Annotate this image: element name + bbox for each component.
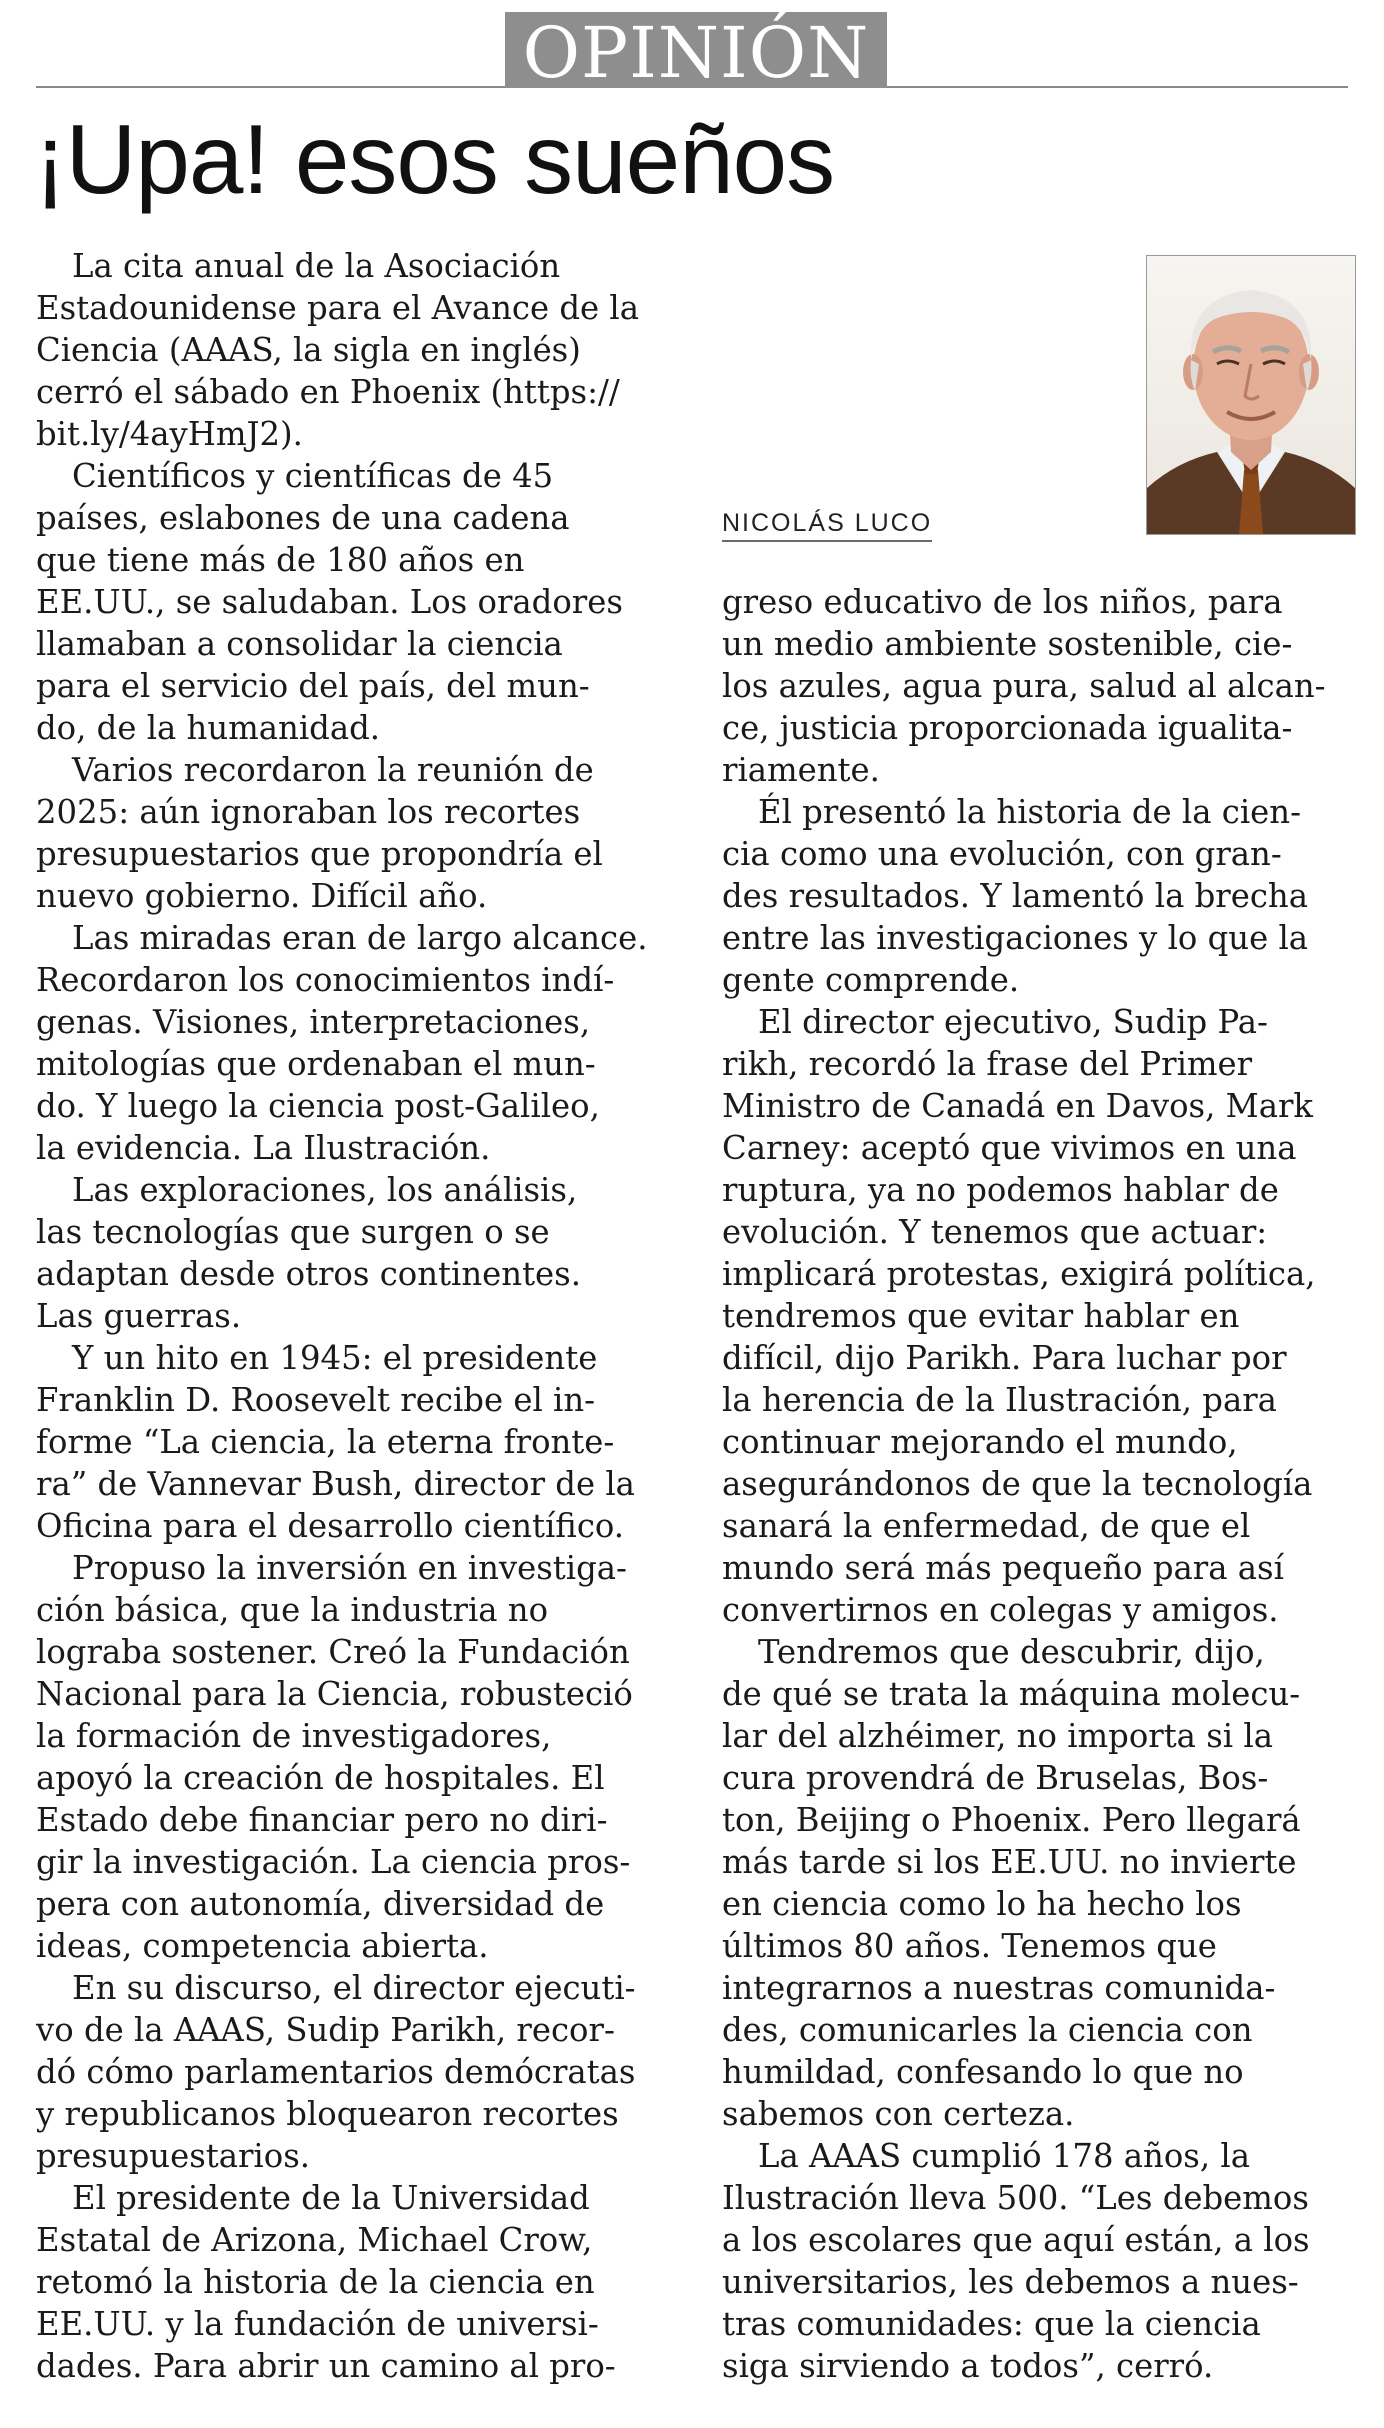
paragraph: La AAAS cumplió 178 años, la Ilustración lleva 500. “Les debemos a los escolares que aquí están, a los universitarios, les debemos a nues- tras comunidades: que la ciencia siga sirviendo a todos”, cerró.	[722, 2137, 1310, 2385]
section-label: OPINIÓN	[522, 12, 870, 88]
paragraph: El presidente de la Universidad Estatal de Arizona, Michael Crow, retomó la historia de la ciencia en EE.UU. y la fundación de universi- dades. Para abrir un camino al pro-	[36, 2179, 616, 2385]
paragraph: Científicos y científicas de 45 países, eslabones de una cadena que tiene más de 180 años en EE.UU., se saludaban. Los oradores llamaban a consolidar la ciencia para el servicio del país, del mun- do, de la humanidad.	[36, 457, 623, 747]
paragraph: Tendremos que descubrir, dijo, de qué se trata la máquina molecu- lar del alzhéimer, no importa si la cura provendrá de Bruselas, Bos- ton, Beijing o Phoenix. Pero llegará más tarde si los EE.UU. no invierte en ciencia como lo ha hecho los últimos 80 años. Tenemos que integrarnos a nuestras comunida- des, comunicarles la ciencia con humildad, confesando lo que no sabemos con certeza.	[722, 1633, 1301, 2133]
section-header	[505, 12, 887, 88]
paragraph: El director ejecutivo, Sudip Pa- rikh, recordó la frase del Primer Ministro de Canadá en Davos, Mark Carney: aceptó que vivimos en una ruptura, ya no podemos hablar de evolución. Y tenemos que actuar: implicará protestas, exigirá política, tendremos que evitar hablar en difícil, dijo Parikh. Para luchar por la herencia de la Ilustración, para continuar mejorando el mundo, asegurándonos de que la tecnología sanará la enfermedad, de que el mundo será más pequeño para así convertirnos en colegas y amigos.	[722, 1003, 1316, 1629]
paragraph: La cita anual de la Asociación Estadounidense para el Avance de la Ciencia (AAAS, la sigla en inglés) cerró el sábado en Phoenix (https:// bit.ly/4ayHmJ2).	[36, 247, 639, 453]
article-column-right	[722, 581, 1358, 2387]
author-portrait-image	[1147, 256, 1355, 534]
paragraph: Y un hito en 1945: el presidente Franklin D. Roosevelt recibe el in- forme “La ciencia, la eterna fronte- ra” de Vannevar Bush, director de la Oficina para el desarrollo científico.	[36, 1339, 635, 1545]
author-photo	[1146, 255, 1356, 535]
paragraph: Las exploraciones, los análisis, las tecnologías que surgen o se adaptan desde otros continentes. Las guerras.	[36, 1171, 582, 1335]
paragraph: Las miradas eran de largo alcance. Recordaron los conocimientos indí- genas. Visiones, interpretaciones, mitologías que ordenaban el mun- do. Y luego la ciencia post-Galileo, la evidencia. La Ilustración.	[36, 919, 648, 1167]
article-column-left	[36, 245, 686, 2387]
paragraph: En su discurso, el director ejecuti- vo de la AAAS, Sudip Parikh, recor- dó cómo parlamentarios demócratas y republicanos bloquearon recortes presupuestarios.	[36, 1969, 636, 2175]
paragraph: Varios recordaron la reunión de 2025: aún ignoraban los recortes presupuestarios que propondría el nuevo gobierno. Difícil año.	[36, 751, 603, 915]
paragraph-continuation: greso educativo de los niños, para un medio ambiente sostenible, cie- los azules, agua pura, salud al alcan- ce, justicia proporcionada igualita- riamente.	[722, 583, 1326, 789]
author-byline: NICOLÁS LUCO	[722, 508, 932, 542]
paragraph: Él presentó la historia de la cien- cia como una evolución, con gran- des resultados. Y lamentó la brecha entre las investigaciones y lo que la gente comprende.	[722, 793, 1309, 999]
paragraph: Propuso la inversión en investiga- ción básica, que la industria no lograba sostener. Creó la Fundación Nacional para la Ciencia, robusteció la formación de investigadores, apoyó la creación de hospitales. El Estado debe financiar pero no diri- gir la investigación. La ciencia pros- pera con autonomía, diversidad de ideas, competencia abierta.	[36, 1549, 633, 1965]
headline: ¡Upa! esos sueños	[34, 104, 835, 214]
